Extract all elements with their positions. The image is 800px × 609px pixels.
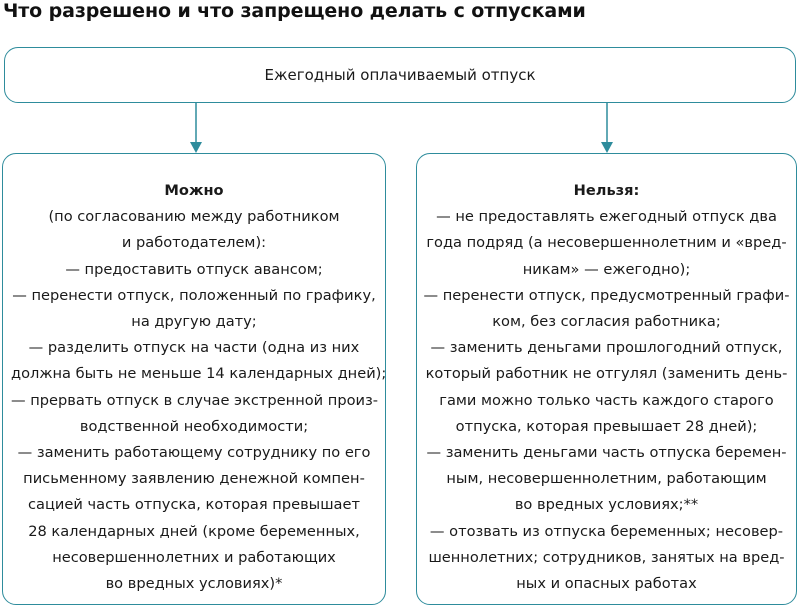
forbidden-line: во вредных условиях;**	[514, 496, 699, 514]
allowed-line: (по согласованию между работником	[48, 208, 340, 226]
allowed-line: — прервать отпуск в случае экстренной произ-	[11, 391, 379, 409]
allowed-line: 28 календарных дней (кроме беременных,	[28, 522, 360, 540]
forbidden-heading: Нельзя:	[573, 182, 640, 199]
forbidden-line: отпуска, которая превышает 28 дней);	[455, 417, 758, 435]
page-title: Что разрешено и что запрещено делать с отпусками	[3, 0, 586, 22]
annual-leave-box	[4, 47, 796, 103]
forbidden-line: который работник не отгулял (заменить день-	[425, 365, 788, 383]
forbidden-line: ным, несовершеннолетним, работающим	[446, 470, 767, 488]
forbidden-line: никам» — ежегодно);	[522, 260, 691, 278]
forbidden-line: гами можно только часть каждого старого	[439, 391, 774, 409]
annual-leave-label: Ежегодный оплачиваемый отпуск	[264, 66, 536, 84]
allowed-heading: Можно	[164, 182, 224, 199]
allowed-line: — перенести отпуск, положенный по графику,	[12, 286, 376, 304]
allowed-line: несовершеннолетних и работающих	[52, 548, 336, 566]
forbidden-line: — отозвать из отпуска беременных; несовер-	[429, 522, 784, 540]
forbidden-line: — заменить деньгами часть отпуска беремен-	[426, 444, 787, 462]
allowed-line: — разделить отпуск на части (одна из них	[28, 339, 360, 357]
forbidden-line: ком, без согласия работника;	[492, 313, 721, 331]
forbidden-line: года подряд (а несовершеннолетним и «вред-	[426, 234, 787, 252]
allowed-line: на другую дату;	[131, 313, 257, 331]
forbidden-line: — перенести отпуск, предусмотренный графи-	[423, 286, 790, 304]
allowed-line: сацией часть отпуска, которая превышает	[28, 496, 360, 514]
allowed-line: — заменить работающему сотруднику по его	[17, 444, 371, 462]
allowed-line: и работодателем):	[121, 234, 267, 252]
forbidden-line: — не предоставлять ежегодный отпуск два	[436, 208, 777, 226]
forbidden-line: шеннолетних; сотрудников, занятых на вред-	[428, 548, 785, 566]
arrow-to-forbidden	[597, 103, 617, 157]
allowed-box	[2, 153, 386, 605]
allowed-line: — предоставить отпуск авансом;	[65, 260, 323, 278]
arrow-to-allowed	[186, 103, 206, 157]
allowed-line: должна быть не меньше 14 календарных дней);	[11, 365, 387, 383]
forbidden-line: — заменить деньгами прошлогодний отпуск,	[430, 339, 783, 357]
allowed-line: во вредных условиях)*	[105, 575, 283, 593]
forbidden-line: ных и опасных работах	[516, 575, 697, 593]
allowed-line: письменному заявлению денежной компен-	[23, 470, 365, 488]
allowed-line: водственной необходимости;	[79, 417, 309, 435]
forbidden-box	[416, 153, 797, 605]
